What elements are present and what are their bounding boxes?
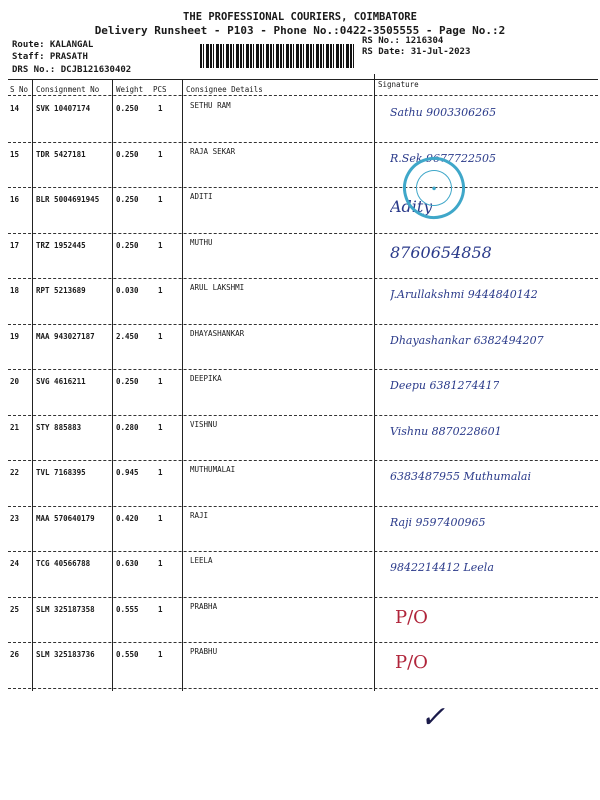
col-signature-header: Signature <box>378 80 419 89</box>
row-signature: R.Sek 9677722505 <box>390 151 496 165</box>
row-divider <box>8 642 598 643</box>
row-signature: Deepu 6381274417 <box>390 379 500 392</box>
row-weight: 0.250 <box>116 377 139 386</box>
row-sno: 24 <box>10 559 20 568</box>
row-weight: 0.550 <box>116 650 139 659</box>
row-consignee: ARUL LAKSHMI <box>190 283 245 292</box>
row-consignee: MUTHU <box>190 237 213 247</box>
row-weight: 0.630 <box>116 559 139 568</box>
column-divider <box>182 79 183 691</box>
route-label: Route: KALANGAL <box>12 40 94 50</box>
row-signature: J.Arullakshmi 9444840142 <box>390 288 538 301</box>
row-sno: 20 <box>10 377 20 386</box>
col-consignment-header: Consignment No <box>36 85 100 94</box>
row-consignee: DEEPIKA <box>190 374 222 383</box>
row-sno: 14 <box>10 104 20 113</box>
row-weight: 0.250 <box>116 195 139 204</box>
row-weight: 0.250 <box>116 240 139 250</box>
row-pcs: 1 <box>158 513 163 523</box>
row-divider <box>8 597 598 598</box>
row-consignee: RAJI <box>190 510 209 520</box>
row-sno: 22 <box>10 468 20 477</box>
row-consignee: VISHNU <box>190 419 218 429</box>
row-pcs: 1 <box>158 240 163 250</box>
row-consignment-no: MAA 943027187 <box>36 331 95 341</box>
row-signature: Adity <box>390 197 433 216</box>
row-signature: 9842214412 Leela <box>390 561 494 574</box>
row-consignment-no: SVG 4616211 <box>36 377 86 386</box>
col-consignee-header: Consignee Details <box>186 85 263 94</box>
row-divider <box>8 369 598 370</box>
row-sno: 15 <box>10 149 20 159</box>
row-pcs: 1 <box>158 195 163 204</box>
row-pcs: 1 <box>158 422 163 432</box>
tick-mark-icon: ✓ <box>420 700 446 735</box>
row-pcs: 1 <box>158 149 163 159</box>
row-sno: 26 <box>10 650 20 659</box>
row-sno: 18 <box>10 286 20 295</box>
row-sno: 25 <box>10 604 20 614</box>
column-divider <box>32 79 33 691</box>
row-consignment-no: STY 885883 <box>36 422 82 432</box>
row-consignee: LEELA <box>190 556 213 565</box>
row-sno: 21 <box>10 422 20 432</box>
staff-label: Staff: PRASATH <box>12 52 88 62</box>
row-weight: 0.250 <box>116 149 139 159</box>
row-consignment-no: SLM 325183736 <box>36 650 95 659</box>
row-divider <box>8 415 598 416</box>
row-sno: 23 <box>10 513 20 523</box>
row-divider <box>8 460 598 461</box>
row-signature: Raji 9597400965 <box>390 515 486 529</box>
row-weight: 0.280 <box>116 422 139 432</box>
row-consignment-no: BLR 5004691945 <box>36 195 100 204</box>
row-signature: P/O <box>395 606 428 628</box>
row-consignment-no: SVK 10407174 <box>36 104 91 113</box>
column-divider <box>374 74 375 691</box>
barcode-image <box>200 44 356 68</box>
row-pcs: 1 <box>158 559 163 568</box>
row-consignee: SETHU RAM <box>190 101 231 110</box>
table-header-rule <box>8 95 598 96</box>
row-pcs: 1 <box>158 468 163 477</box>
row-signature: 8760654858 <box>390 242 492 262</box>
row-consignee: MUTHUMALAI <box>190 465 236 474</box>
row-weight: 0.420 <box>116 513 139 523</box>
row-pcs: 1 <box>158 377 163 386</box>
rs-number: RS No.: 1216304 <box>362 36 444 46</box>
row-consignee: PRABHU <box>190 647 218 656</box>
col-weight-header: Weight <box>116 85 144 94</box>
rs-date: RS Date: 31-Jul-2023 <box>362 47 471 57</box>
row-pcs: 1 <box>158 104 163 113</box>
row-weight: 0.250 <box>116 104 139 113</box>
row-consignee: PRABHA <box>190 601 218 611</box>
row-divider <box>8 506 598 507</box>
row-consignment-no: RPT 5213689 <box>36 286 86 295</box>
row-consignment-no: TRZ 1952445 <box>36 240 86 250</box>
row-divider <box>8 142 598 143</box>
row-signature: Sathu 9003306265 <box>390 106 497 119</box>
row-divider <box>8 278 598 279</box>
row-consignment-no: MAA 570640179 <box>36 513 95 523</box>
row-consignment-no: TCG 40566788 <box>36 559 91 568</box>
row-signature: 6383487955 Muthumalai <box>390 470 532 483</box>
row-pcs: 1 <box>158 650 163 659</box>
row-signature: Vishnu 8870228601 <box>390 424 502 438</box>
runsheet-title: Delivery Runsheet - P103 - Phone No.:0422-3505555 - Page No.:2 <box>94 24 506 37</box>
column-divider <box>112 79 113 691</box>
row-divider <box>8 233 598 234</box>
row-consignment-no: TDR 5427181 <box>36 149 86 159</box>
row-sno: 16 <box>10 195 20 204</box>
row-signature: P/O <box>395 652 428 673</box>
row-signature: Dhayashankar 6382494207 <box>390 333 544 347</box>
table-top-rule <box>8 79 598 80</box>
col-pcs-header: PCS <box>153 85 167 94</box>
row-divider <box>8 551 598 552</box>
row-weight: 2.450 <box>116 331 139 341</box>
row-consignment-no: SLM 325187358 <box>36 604 95 614</box>
drs-label: DRS No.: DCJB121630402 <box>12 65 132 75</box>
row-sno: 19 <box>10 331 20 341</box>
row-weight: 0.555 <box>116 604 139 614</box>
row-consignee: RAJA SEKAR <box>190 146 236 156</box>
col-sno-header: S No <box>10 85 29 94</box>
row-weight: 0.945 <box>116 468 139 477</box>
company-title: THE PROFESSIONAL COURIERS, COIMBATORE <box>183 11 417 23</box>
row-weight: 0.030 <box>116 286 139 295</box>
row-pcs: 1 <box>158 604 163 614</box>
row-divider <box>8 688 598 689</box>
row-divider <box>8 187 598 188</box>
row-sno: 17 <box>10 240 20 250</box>
row-consignee: ADITI <box>190 192 213 201</box>
row-divider <box>8 324 598 325</box>
row-pcs: 1 <box>158 331 163 341</box>
delivery-stamp: ● <box>396 150 472 226</box>
row-consignment-no: TVL 7168395 <box>36 468 86 477</box>
row-consignee: DHAYASHANKAR <box>190 328 245 338</box>
row-pcs: 1 <box>158 286 163 295</box>
